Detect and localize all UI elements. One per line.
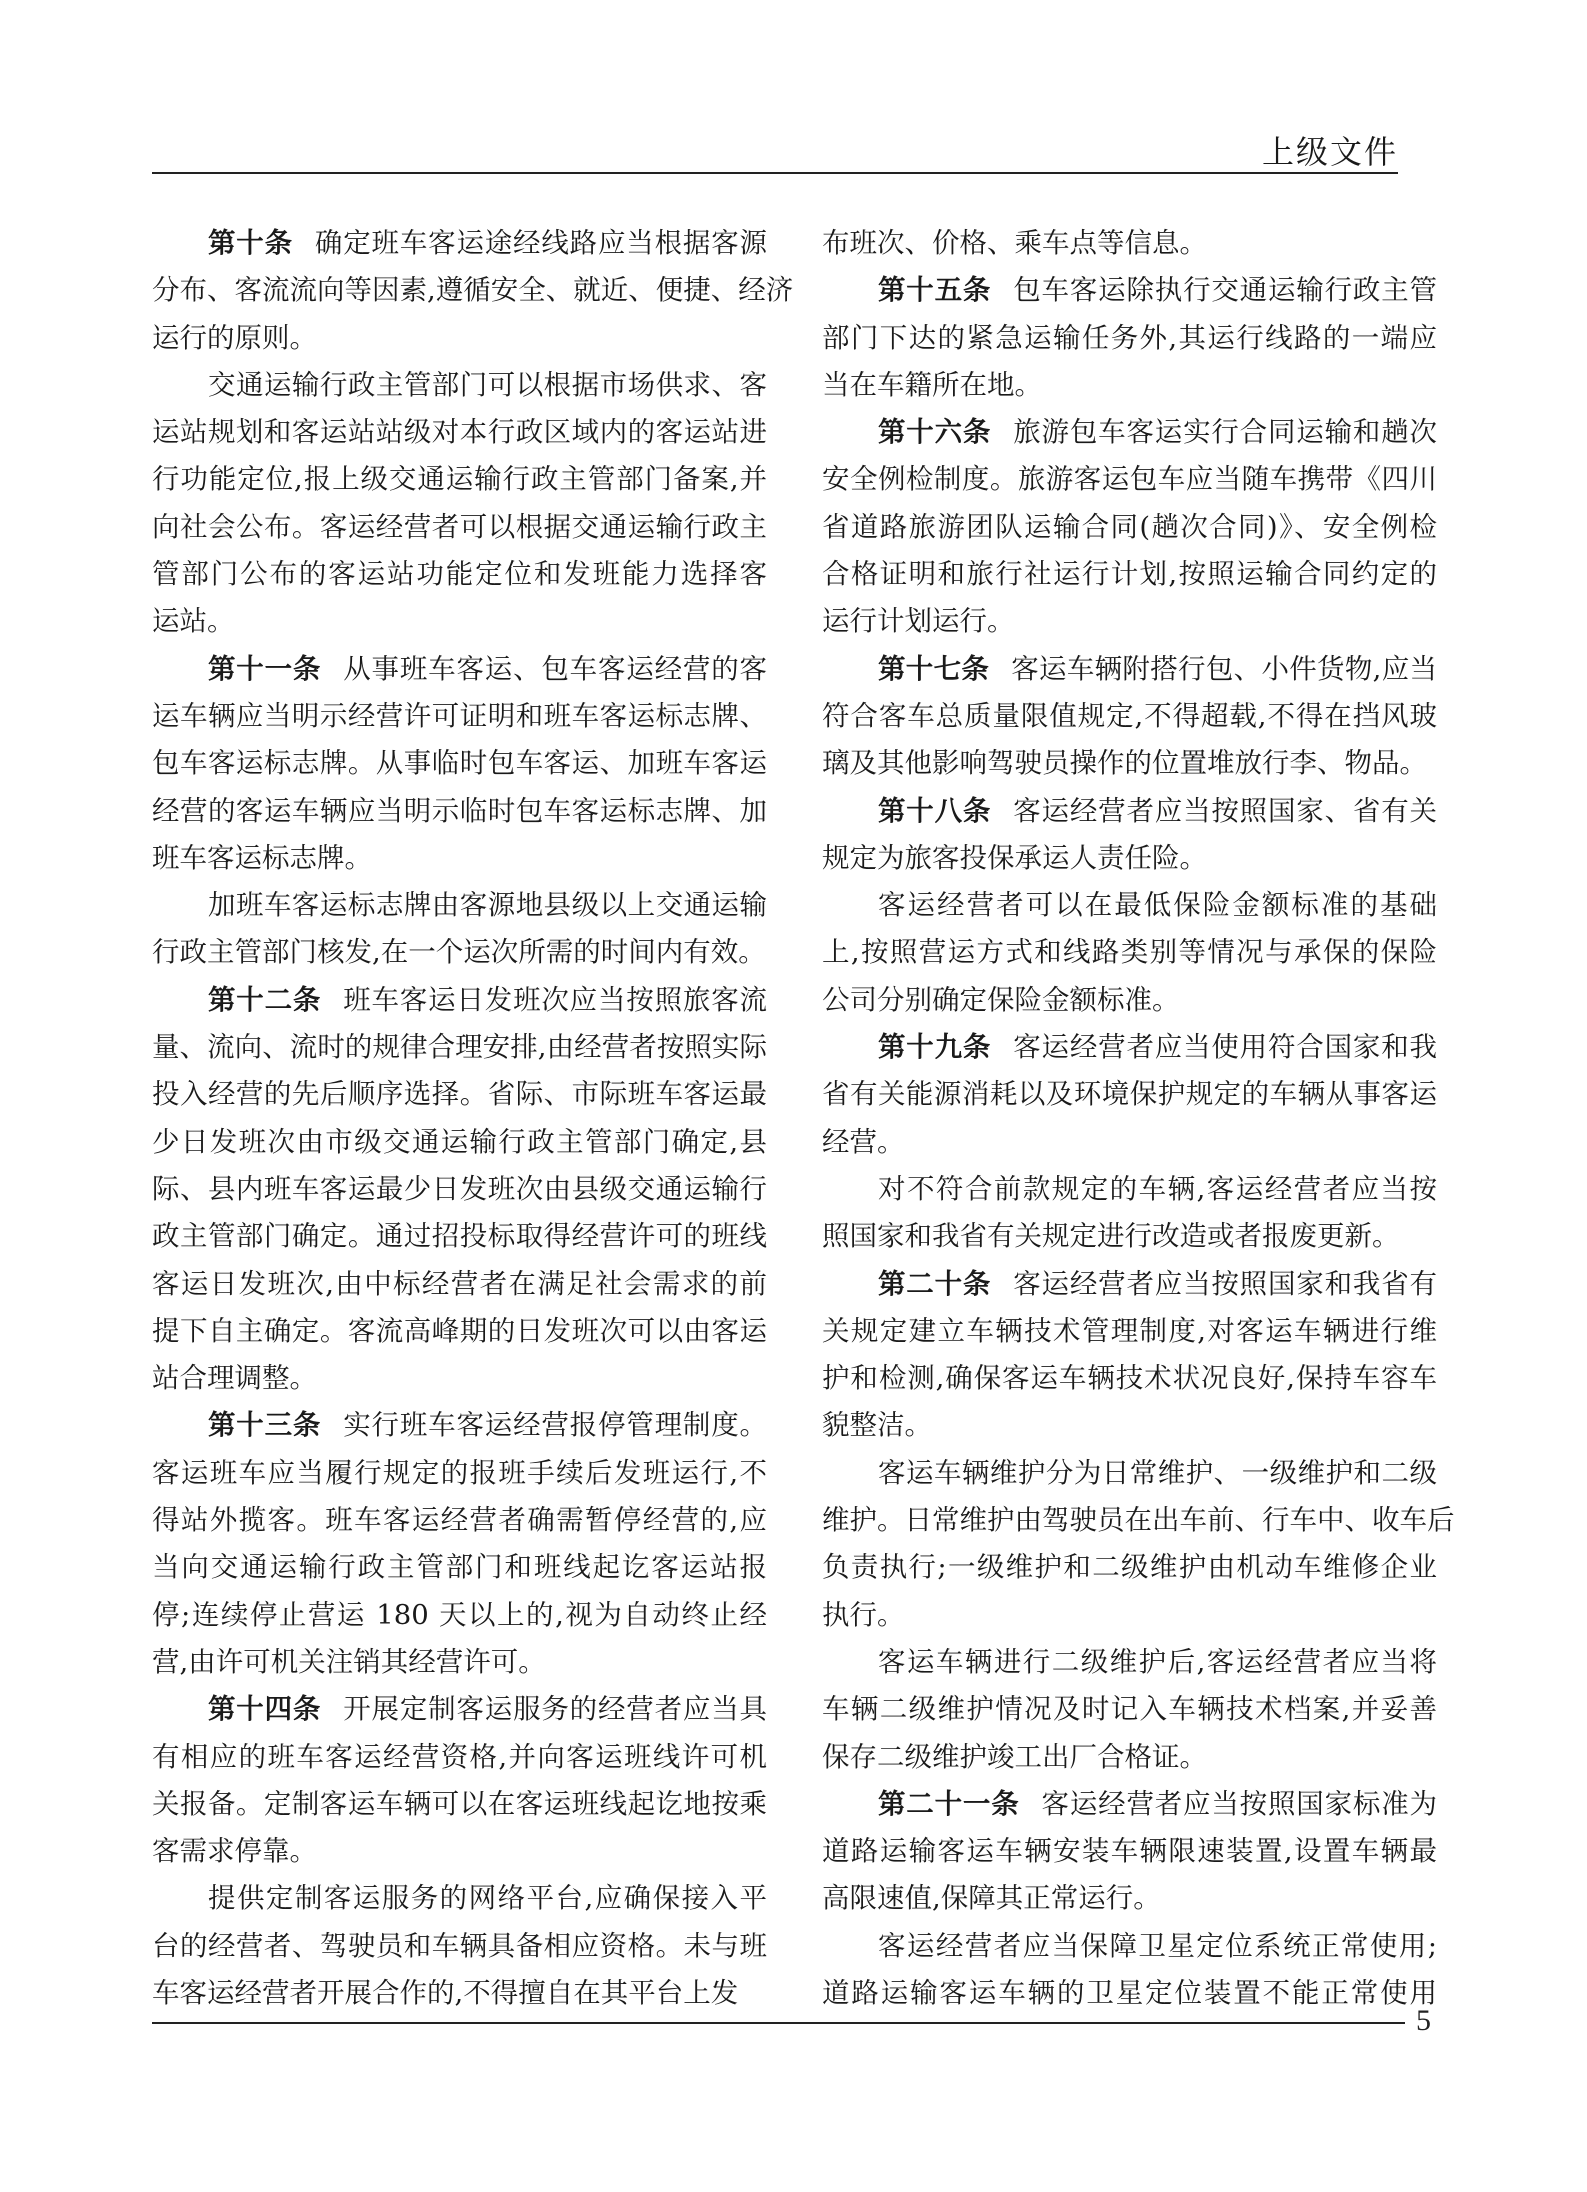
text-line bbox=[822, 409, 1437, 456]
line-text: 高限速值,保障其正常运行。 bbox=[822, 1882, 1161, 1915]
paragraph bbox=[822, 1166, 1437, 1261]
article-paragraph bbox=[822, 646, 1437, 788]
line-text: 当向交通运输行政主管部门和班线起讫客运站报 bbox=[152, 1551, 767, 1584]
text-line bbox=[822, 1639, 1437, 1686]
text-line bbox=[152, 1024, 767, 1071]
text-line bbox=[822, 1071, 1437, 1118]
line-text: 开展定制客运服务的经营者应当具 bbox=[343, 1693, 768, 1726]
text-line bbox=[152, 835, 767, 882]
text-line bbox=[152, 551, 767, 598]
line-text: 客运经营者应当按照国家和我省有 bbox=[1013, 1267, 1438, 1300]
line-text: 班车客运日发班次应当按照旅客流 bbox=[343, 983, 768, 1016]
line-text: 政主管部门确定。通过招投标取得经营许可的班线 bbox=[152, 1220, 767, 1253]
text-line bbox=[822, 1308, 1437, 1355]
line-text: 班车客运标志牌。 bbox=[152, 841, 372, 874]
line-text: 经营。 bbox=[822, 1125, 905, 1158]
text-line bbox=[822, 1450, 1437, 1497]
footer-rule bbox=[152, 2022, 1405, 2024]
line-text: 向社会公布。客运经营者可以根据交通运输行政主 bbox=[152, 510, 767, 543]
line-text: 客运车辆进行二级维护后,客运经营者应当将 bbox=[878, 1645, 1437, 1678]
text-line bbox=[152, 1592, 767, 1639]
text-line bbox=[822, 456, 1437, 503]
text-line bbox=[152, 456, 767, 503]
text-line bbox=[152, 1923, 767, 1970]
text-line bbox=[152, 1828, 767, 1875]
article-number: 第十八条 bbox=[878, 794, 992, 827]
text-line bbox=[152, 882, 767, 929]
line-text: 客需求停靠。 bbox=[152, 1835, 317, 1868]
article-paragraph bbox=[152, 646, 767, 882]
text-line bbox=[822, 362, 1437, 409]
text-line bbox=[822, 1592, 1437, 1639]
line-text: 旅游包车客运实行合同运输和趟次 bbox=[1013, 416, 1438, 449]
text-line bbox=[822, 1213, 1437, 1260]
article-paragraph bbox=[822, 267, 1437, 409]
line-text: 璃及其他影响驾驶员操作的位置堆放行李、物品。 bbox=[822, 747, 1427, 780]
line-text: 从事班车客运、包车客运经营的客 bbox=[343, 652, 768, 685]
line-text: 运站规划和客运站站级对本行政区域内的客运站进 bbox=[152, 416, 767, 449]
line-text: 包车客运标志牌。从事临时包车客运、加班车客运 bbox=[152, 747, 767, 780]
text-line bbox=[152, 267, 794, 314]
text-line bbox=[152, 1213, 767, 1260]
line-text: 关报备。定制客运车辆可以在客运班线起讫地按乘 bbox=[152, 1787, 767, 1820]
line-text: 管部门公布的客运站功能定位和发班能力选择客 bbox=[152, 558, 767, 591]
text-line bbox=[152, 977, 767, 1024]
line-text: 包车客运除执行交通运输行政主管 bbox=[1013, 274, 1438, 307]
text-line bbox=[822, 646, 1437, 693]
text-line bbox=[822, 788, 1437, 835]
line-text: 关规定建立车辆技术管理制度,对客运车辆进行维 bbox=[822, 1314, 1437, 1347]
article-number: 第二十一条 bbox=[878, 1787, 1020, 1820]
line-text: 道路运输客运车辆的卫星定位装置不能正常使用 bbox=[822, 1976, 1437, 2009]
line-text: 当在车籍所在地。 bbox=[822, 368, 1042, 401]
paragraph bbox=[152, 882, 767, 977]
header-rule bbox=[152, 172, 1398, 174]
text-line bbox=[822, 1875, 1437, 1922]
text-line bbox=[822, 1544, 1437, 1591]
text-line bbox=[822, 693, 1437, 740]
line-text: 停;连续停止营运 180 天以上的,视为自动终止经 bbox=[152, 1598, 767, 1631]
text-line bbox=[822, 835, 1437, 882]
line-text: 客运车辆维护分为日常维护、一级维护和二级 bbox=[878, 1456, 1437, 1489]
article-paragraph bbox=[822, 1781, 1437, 1923]
article-paragraph bbox=[822, 1024, 1437, 1166]
article-number: 第十七条 bbox=[878, 652, 990, 685]
text-line bbox=[152, 1071, 767, 1118]
line-text: 符合客车总质量限值规定,不得超载,不得在挡风玻 bbox=[822, 699, 1437, 732]
line-text: 客运车辆附搭行包、小件货物,应当 bbox=[1011, 652, 1437, 685]
left-column bbox=[152, 220, 794, 2017]
text-line bbox=[152, 1261, 767, 1308]
line-text: 客运经营者应当保障卫星定位系统正常使用; bbox=[878, 1929, 1437, 1962]
text-line bbox=[152, 740, 767, 787]
line-text: 公司分别确定保险金额标准。 bbox=[822, 983, 1180, 1016]
article-number: 第十二条 bbox=[208, 983, 322, 1016]
text-line bbox=[822, 315, 1437, 362]
paragraph bbox=[822, 1450, 1455, 1639]
article-number: 第十一条 bbox=[208, 652, 322, 685]
paragraph bbox=[152, 1875, 767, 2017]
line-text: 客运经营者应当按照国家、省有关 bbox=[1013, 794, 1438, 827]
text-line bbox=[822, 1970, 1437, 2017]
line-text: 得站外揽客。班车客运经营者确需暂停经营的,应 bbox=[152, 1504, 767, 1537]
article-number: 第十九条 bbox=[878, 1031, 992, 1064]
text-line bbox=[152, 315, 767, 362]
text-line bbox=[152, 1639, 767, 1686]
text-line bbox=[152, 1450, 767, 1497]
line-text: 加班车客运标志牌由客源地县级以上交通运输 bbox=[208, 889, 767, 922]
line-text: 省道路旅游团队运输合同(趟次合同)》、安全例检 bbox=[822, 510, 1437, 543]
line-text: 分布、客流流向等因素,遵循安全、就近、便捷、经济 bbox=[152, 274, 794, 307]
line-text: 道路运输客运车辆安装车辆限速装置,设置车辆最 bbox=[822, 1835, 1437, 1868]
text-line bbox=[822, 267, 1437, 314]
right-column bbox=[822, 220, 1455, 2017]
text-line bbox=[152, 1497, 767, 1544]
text-line bbox=[822, 1166, 1437, 1213]
line-text: 客运日发班次,由中标经营者在满足社会需求的前 bbox=[152, 1267, 767, 1300]
line-text: 运行的原则。 bbox=[152, 321, 317, 354]
text-line bbox=[152, 1970, 767, 2017]
line-text: 提供定制客运服务的网络平台,应确保接入平 bbox=[208, 1882, 767, 1915]
line-text: 合格证明和旅行社运行计划,按照运输合同约定的 bbox=[822, 558, 1437, 591]
article-number: 第十四条 bbox=[208, 1693, 322, 1726]
text-line bbox=[822, 598, 1437, 645]
line-text: 营,由许可机关注销其经营许可。 bbox=[152, 1645, 546, 1678]
line-text: 站合理调整。 bbox=[152, 1362, 317, 1395]
text-line bbox=[822, 551, 1437, 598]
text-line bbox=[822, 882, 1437, 929]
text-line bbox=[152, 1875, 767, 1922]
text-line bbox=[152, 929, 767, 976]
line-text: 量、流向、流时的规律合理安排,由经营者按照实际 bbox=[152, 1031, 767, 1064]
text-line bbox=[152, 646, 767, 693]
line-text: 确定班车客运途经线路应当根据客源 bbox=[314, 227, 768, 259]
text-line bbox=[152, 1734, 767, 1781]
text-line bbox=[822, 1828, 1437, 1875]
text-line bbox=[822, 1781, 1437, 1828]
line-text: 车客运经营者开展合作的,不得擅自在其平台上发 bbox=[152, 1976, 739, 2009]
article-number: 第二十条 bbox=[878, 1267, 992, 1300]
line-text: 省有关能源消耗以及环境保护规定的车辆从事客运 bbox=[822, 1078, 1437, 1111]
line-text: 投入经营的先后顺序选择。省际、市际班车客运最 bbox=[152, 1078, 767, 1111]
text-line bbox=[822, 740, 1437, 787]
article-paragraph bbox=[152, 977, 767, 1403]
paragraph bbox=[822, 1923, 1437, 2018]
article-number: 第十五条 bbox=[878, 274, 992, 307]
line-text: 车辆二级维护情况及时记入车辆技术档案,并妥善 bbox=[822, 1693, 1437, 1726]
article-paragraph bbox=[822, 788, 1437, 883]
text-line bbox=[152, 504, 767, 551]
section-title: 上级文件 bbox=[1261, 133, 1398, 171]
line-text: 运车辆应当明示经营许可证明和班车客运标志牌、 bbox=[152, 699, 767, 732]
text-line bbox=[822, 1024, 1437, 1071]
article-paragraph bbox=[822, 1261, 1437, 1450]
line-text: 上,按照营运方式和线路类别等情况与承保的保险 bbox=[822, 936, 1437, 969]
line-text: 维护。日常维护由驾驶员在出车前、行车中、收车后 bbox=[822, 1504, 1455, 1537]
text-line bbox=[152, 1308, 767, 1355]
paragraph bbox=[822, 882, 1437, 1024]
text-line bbox=[152, 1166, 767, 1213]
text-line bbox=[152, 1402, 767, 1449]
line-text: 规定为旅客投保承运人责任险。 bbox=[822, 841, 1207, 874]
line-text: 保存二级维护竣工出厂合格证。 bbox=[822, 1740, 1207, 1773]
text-line bbox=[152, 1119, 767, 1166]
text-line bbox=[822, 1923, 1437, 1970]
text-line bbox=[822, 1119, 1437, 1166]
text-line bbox=[152, 220, 767, 267]
article-number: 第十六条 bbox=[878, 416, 992, 449]
line-text: 行政主管部门核发,在一个运次所需的时间内有效。 bbox=[152, 936, 766, 969]
line-text: 客运经营者应当按照国家标准为 bbox=[1041, 1787, 1438, 1820]
article-paragraph bbox=[152, 1686, 767, 1875]
text-line bbox=[152, 362, 767, 409]
article-paragraph bbox=[152, 1402, 767, 1686]
text-line bbox=[822, 1355, 1437, 1402]
text-line bbox=[822, 1686, 1437, 1733]
line-text: 貌整洁。 bbox=[822, 1409, 932, 1442]
line-text: 对不符合前款规定的车辆,客运经营者应当按 bbox=[878, 1172, 1437, 1205]
article-number: 第十条 bbox=[208, 227, 293, 259]
text-line bbox=[152, 598, 767, 645]
line-text: 布班次、价格、乘车点等信息。 bbox=[822, 227, 1207, 259]
text-line bbox=[822, 504, 1437, 551]
text-line bbox=[152, 1781, 767, 1828]
line-text: 经营的客运车辆应当明示临时包车客运标志牌、加 bbox=[152, 794, 767, 827]
line-text: 运行计划运行。 bbox=[822, 605, 1015, 638]
line-text: 客运班车应当履行规定的报班手续后发班运行,不 bbox=[152, 1456, 767, 1489]
line-text: 护和检测,确保客运车辆技术状况良好,保持车容车 bbox=[822, 1362, 1437, 1395]
line-text: 少日发班次由市级交通运输行政主管部门确定,县 bbox=[152, 1125, 767, 1158]
text-line bbox=[152, 409, 767, 456]
article-paragraph bbox=[822, 409, 1437, 645]
line-text: 有相应的班车客运经营资格,并向客运班线许可机 bbox=[152, 1740, 767, 1773]
text-line bbox=[822, 1734, 1437, 1781]
text-line bbox=[152, 1355, 767, 1402]
text-line bbox=[822, 977, 1437, 1024]
paragraph bbox=[822, 220, 1437, 267]
line-text: 执行。 bbox=[822, 1598, 905, 1631]
text-line bbox=[152, 1686, 767, 1733]
line-text: 运站。 bbox=[152, 605, 235, 638]
line-text: 际、县内班车客运最少日发班次由县级交通运输行 bbox=[152, 1172, 767, 1205]
article-number: 第十三条 bbox=[208, 1409, 322, 1442]
text-line bbox=[152, 693, 767, 740]
paragraph bbox=[822, 1639, 1437, 1781]
text-line bbox=[152, 788, 767, 835]
text-line bbox=[822, 929, 1437, 976]
line-text: 交通运输行政主管部门可以根据市场供求、客 bbox=[208, 368, 767, 401]
line-text: 客运经营者应当使用符合国家和我 bbox=[1013, 1031, 1438, 1064]
line-text: 客运经营者可以在最低保险金额标准的基础 bbox=[878, 889, 1437, 922]
paragraph bbox=[152, 362, 767, 646]
page-number: 5 bbox=[1416, 2004, 1431, 2037]
text-line bbox=[152, 1544, 767, 1591]
line-text: 实行班车客运经营报停管理制度。 bbox=[343, 1409, 768, 1442]
article-paragraph bbox=[152, 220, 794, 362]
line-text: 安全例检制度。旅游客运包车应当随车携带《四川 bbox=[822, 463, 1437, 496]
line-text: 行功能定位,报上级交通运输行政主管部门备案,并 bbox=[152, 463, 767, 496]
text-line bbox=[822, 1497, 1455, 1544]
line-text: 台的经营者、驾驶员和车辆具备相应资格。未与班 bbox=[152, 1929, 767, 1962]
text-line bbox=[822, 220, 1437, 267]
text-line bbox=[822, 1402, 1437, 1449]
line-text: 负责执行;一级维护和二级维护由机动车维修企业 bbox=[822, 1551, 1437, 1584]
line-text: 部门下达的紧急运输任务外,其运行线路的一端应 bbox=[822, 321, 1437, 354]
line-text: 提下自主确定。客流高峰期的日发班次可以由客运 bbox=[152, 1314, 767, 1347]
line-text: 照国家和我省有关规定进行改造或者报废更新。 bbox=[822, 1220, 1400, 1253]
text-line bbox=[822, 1261, 1437, 1308]
